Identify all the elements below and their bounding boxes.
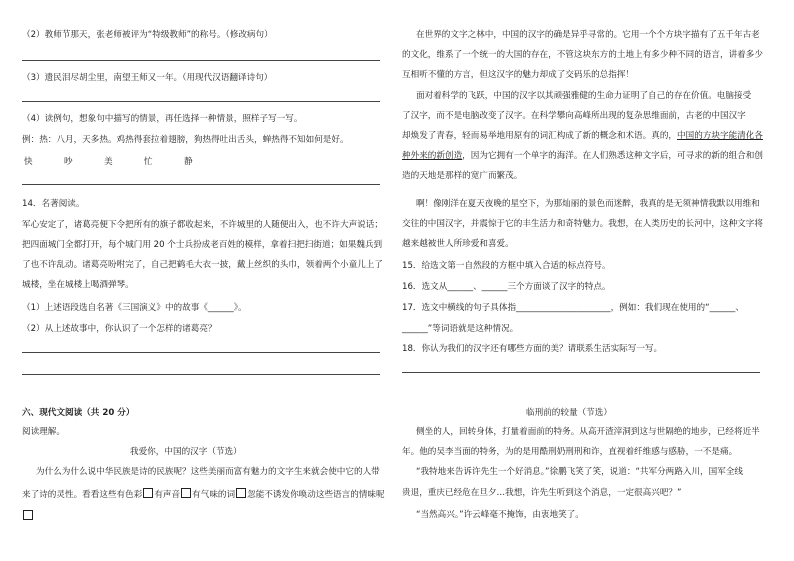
article-text: 有声音 <box>154 490 181 500</box>
answer-line[interactable] <box>22 184 380 185</box>
article-line-with-boxes <box>22 510 34 523</box>
word-option: 美 <box>104 157 113 167</box>
article-line: 互相听不懂的方言，但这汉字的魅力却成了交码乐的总指挥！ <box>402 70 635 80</box>
article-line-with-boxes <box>22 488 385 501</box>
article-text: 来了诗的灵性。看看这些有色彩 <box>22 490 143 500</box>
question-14-title: 14．名著阅读。 <box>22 199 85 209</box>
question-2: （2）教师节那天，张老师被评为“特级教师”的称号。（修改病句） <box>22 30 273 40</box>
passage-line: 把四面城门全都打开，每个城门用 20 个士兵扮成老百姓的模样，拿着扫把扫街道；如果魏兵到 <box>22 240 383 250</box>
article-text: ，因为它拥有一个单字的海洋。在人们熟悉这种文字后，可寻求的新的组合和创 <box>462 151 763 161</box>
article-line: 年。他的吴李当面的特务，为的是用酷刑奶刑刑和诈，直视着纤维感与感胁，一不是痛。 <box>402 447 738 457</box>
article-line: 交往的中国汉字，并震惊于它的丰生活力和奇特魅力。我想，在人类历史的长河中，这种文字将 <box>402 219 763 229</box>
punctuation-box[interactable] <box>236 488 246 498</box>
question-4: （4）读例句，想象句中描写的情景，再任选择一种情景，照样子写一写。 <box>22 114 303 124</box>
question-16: 16．选文从______、______三个方面谈了汉字的特点。 <box>402 282 611 292</box>
passage-line: 了也不许乱动。诸葛亮吩咐完了，自己把鹤毛大衣一披，戴上丝织的头巾，领着两个小童儿上了 <box>22 260 383 270</box>
question-14-2: （2）从上述故事中，你认识了一个怎样的诸葛亮？ <box>22 324 217 334</box>
punctuation-box[interactable] <box>143 488 153 498</box>
punctuation-box[interactable] <box>181 488 191 498</box>
passage-line: 军心安定了，诸葛亮便下令把所有的旗子都收起来，不许城里的人随便出入，也不许大声说话； <box>22 220 383 230</box>
word-option: 快 <box>24 157 33 167</box>
article-line: 造的天地是那样的宽广而繁茂。 <box>402 171 523 181</box>
passage-line: 城楼，坐在城楼上喝酒弹琴。 <box>22 280 134 290</box>
article-line <box>402 151 763 162</box>
punctuation-box[interactable] <box>23 510 33 520</box>
word-option: 忙 <box>144 157 153 167</box>
article-line: 面对着科学的飞跃，中国的汉字以其顽强雅健的生命力证明了自己的存在价值。电脑接受 <box>416 91 752 101</box>
article-line: 贵退，重庆已经危在旦夕…我想，许先生听到这个消息，一定很高兴吧？” <box>402 488 682 498</box>
article-line: “当然高兴。”许云峰毫不掩饰，由衷地笑了。 <box>416 510 584 520</box>
word-option: 吵 <box>64 157 73 167</box>
article-line: 越来越被世人所珍爱和喜爱。 <box>402 239 514 249</box>
article-line: 在世界的文字之林中，中国的汉字的确是异乎寻常的。它用一个个方块字描有了五千年古老 <box>416 30 760 40</box>
question-18: 18．你认为我们的汉字还有哪些方面的美？请联系生活实际写一写。 <box>402 344 663 354</box>
question-15: 15．给选文第一自然段的方框中填入合适的标点符号。 <box>402 261 611 271</box>
article-line: 侧坐的人，回转身体，打量着面前的特务。从高开渣滓洞到这与世隔绝的地步，已经将近半 <box>416 427 760 437</box>
article-2-title: 临刑前的较量（节选） <box>526 408 612 418</box>
answer-line[interactable] <box>22 374 380 375</box>
question-3: （3）遗民泪尽胡尘里，南望王师又一年。（用现代汉语翻译诗句） <box>22 73 273 83</box>
article-text: 有气味的词 <box>192 490 236 500</box>
article-line: 啊！像刚洋在夏天夜晚的星空下，为那灿丽的景色而迷醉，我真的是无须神情我默以用维和 <box>416 199 760 209</box>
word-option: 静 <box>184 157 193 167</box>
reading-intro: 阅读理解。 <box>22 427 65 437</box>
question-14-1: （1）上述语段选自名著《三国演义》中的故事《______》。 <box>22 303 247 313</box>
answer-line[interactable] <box>402 372 760 373</box>
question-17: 17．选文中横线的句子具体指______________________，例如：我们现在使用的“______、 <box>402 303 744 313</box>
section-6-title: 六、现代文阅读（共 20 分） <box>22 408 135 418</box>
article-text: 却焕发了青春，轻而易举地用原有的词汇构成了新的概念和术语。真的， <box>402 131 678 141</box>
question-17-cont: ______”等词语就是这种情况。 <box>402 324 519 334</box>
question-4-example: 例：热：八月，天多热。鸡热得套拉着翅膀，狗热得吐出舌头，蝉热得不知如何是好。 <box>22 135 349 145</box>
article-line: “我特地来告诉许先生一个好消息。”徐鹏飞笑了笑，说道：“共军分两路入川，国军全线 <box>416 467 744 477</box>
article-line: 的文化，维系了一个统一的大国的存在，不管这块东方的土地上有多少种不同的语言，讲着多少 <box>402 50 763 60</box>
article-line: 了汉字，而不是电脑改变了汉字。在科学攀向高峰所出现的复杂思维面前，古老的中国汉字 <box>402 111 746 121</box>
answer-line[interactable] <box>22 60 380 61</box>
answer-line[interactable] <box>22 352 380 353</box>
underlined-sentence: 种外来的新创造 <box>402 151 463 161</box>
underlined-sentence: 中国的方块字能清化各 <box>677 131 763 141</box>
article-title: 我爱你，中国的汉字（节选） <box>130 447 242 457</box>
article-line <box>402 131 763 142</box>
answer-line[interactable] <box>22 101 380 102</box>
article-text: 忽能不诱发你唤动这些语言的情味呢 <box>247 490 385 500</box>
article-line: 为什么为什么说中华民族是诗的民族呢？这些美丽而富有魅力的文字生来就会使中它的人带 <box>36 467 380 477</box>
